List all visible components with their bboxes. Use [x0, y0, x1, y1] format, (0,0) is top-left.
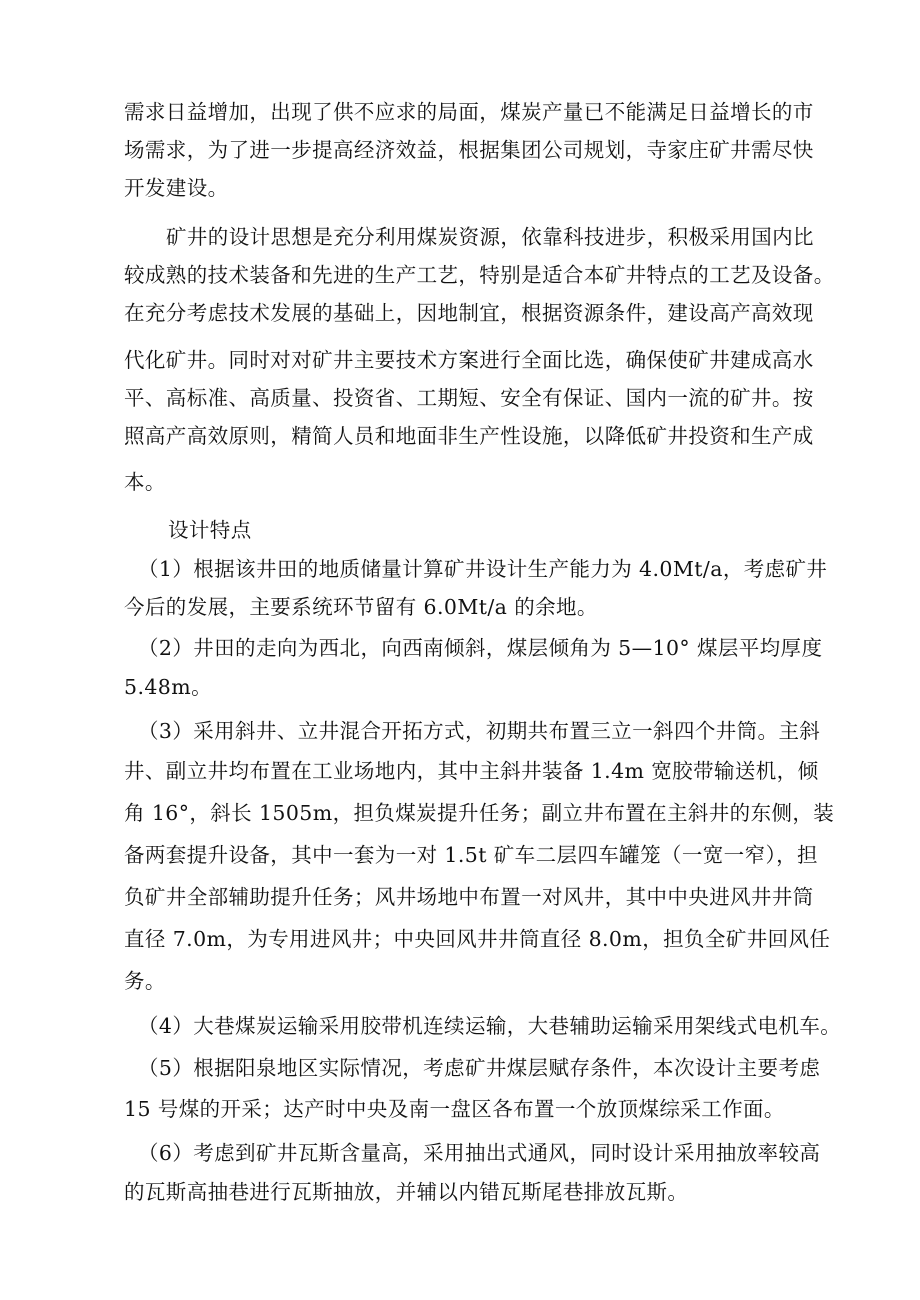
text-line: 井、副立井均布置在工业场地内，其中主斜井装备 1.4m 宽胶带输送机，倾 — [124, 759, 819, 783]
text-line: 角 16°，斜长 1505m，担负煤炭提升任务；副立井布置在主斜井的东侧，装 — [124, 801, 835, 825]
text-line: 15 号煤的开采；达产时中央及南一盘区各布置一个放顶煤综采工作面。 — [124, 1097, 785, 1121]
text-line: 直径 7.0m，为专用进风井；中央回风井井筒直径 8.0m，担负全矿井回风任 — [124, 927, 831, 951]
text-line: 备两套提升设备，其中一套为一对 1.5t 矿车二层四车罐笼（一宽一窄），担 — [124, 843, 818, 867]
list-item-2: （2）井田的走向为西北，向西南倾斜，煤层倾角为 5—10° 煤层平均厚度 — [138, 636, 823, 660]
text-line: 今后的发展，主要系统环节留有 6.0Mt/a 的余地。 — [124, 595, 598, 619]
section-heading: 设计特点 — [168, 518, 252, 542]
text-line: 照高产高效原则，精简人员和地面非生产性设施，以降低矿井投资和生产成 — [124, 424, 814, 448]
text-line: 5.48m。 — [124, 675, 212, 699]
text-line: 负矿井全部辅助提升任务；风井场地中布置一对风井，其中中央进风井井筒 — [124, 885, 814, 909]
text-line: 代化矿井。同时对对矿井主要技术方案进行全面比选，确保使矿井建成高水 — [124, 348, 814, 372]
text-line: 场需求，为了进一步提高经济效益，根据集团公司规划，寺家庄矿井需尽快 — [124, 138, 814, 162]
text-line: 平、高标准、高质量、投资省、工期短、安全有保证、国内一流的矿井。按 — [124, 386, 814, 410]
text-line: 较成熟的技术装备和先进的生产工艺，特别是适合本矿井特点的工艺及设备。 — [124, 263, 835, 287]
text-line: 在充分考虑技术发展的基础上，因地制宜，根据资源条件，建设高产高效现 — [124, 301, 814, 325]
text-line: 的瓦斯高抽巷进行瓦斯抽放，并辅以内错瓦斯尾巷排放瓦斯。 — [124, 1180, 689, 1204]
text-line: 本。 — [124, 470, 166, 494]
list-item-5: （5）根据阳泉地区实际情况，考虑矿井煤层赋存条件，本次设计主要考虑 — [138, 1056, 821, 1080]
text-line: 需求日益增加，出现了供不应求的局面，煤炭产量已不能满足日益增长的市 — [124, 100, 814, 124]
text-line: 开发建设。 — [124, 176, 229, 200]
list-item-4: （4）大巷煤炭运输采用胶带机连续运输，大巷辅助运输采用架线式电机车。 — [138, 1014, 842, 1038]
paragraph-first-line: 矿井的设计思想是充分利用煤炭资源，依靠科技进步，积极采用国内比 — [166, 225, 814, 249]
text-line: 务。 — [124, 969, 166, 993]
list-item-3: （3）采用斜井、立井混合开拓方式，初期共布置三立一斜四个井筒。主斜 — [138, 719, 821, 743]
list-item-1: （1）根据该井田的地质储量计算矿井设计生产能力为 4.0Mt/a，考虑矿井 — [138, 557, 828, 581]
list-item-6: （6）考虑到矿井瓦斯含量高，采用抽出式通风，同时设计采用抽放率较高 — [138, 1141, 821, 1165]
